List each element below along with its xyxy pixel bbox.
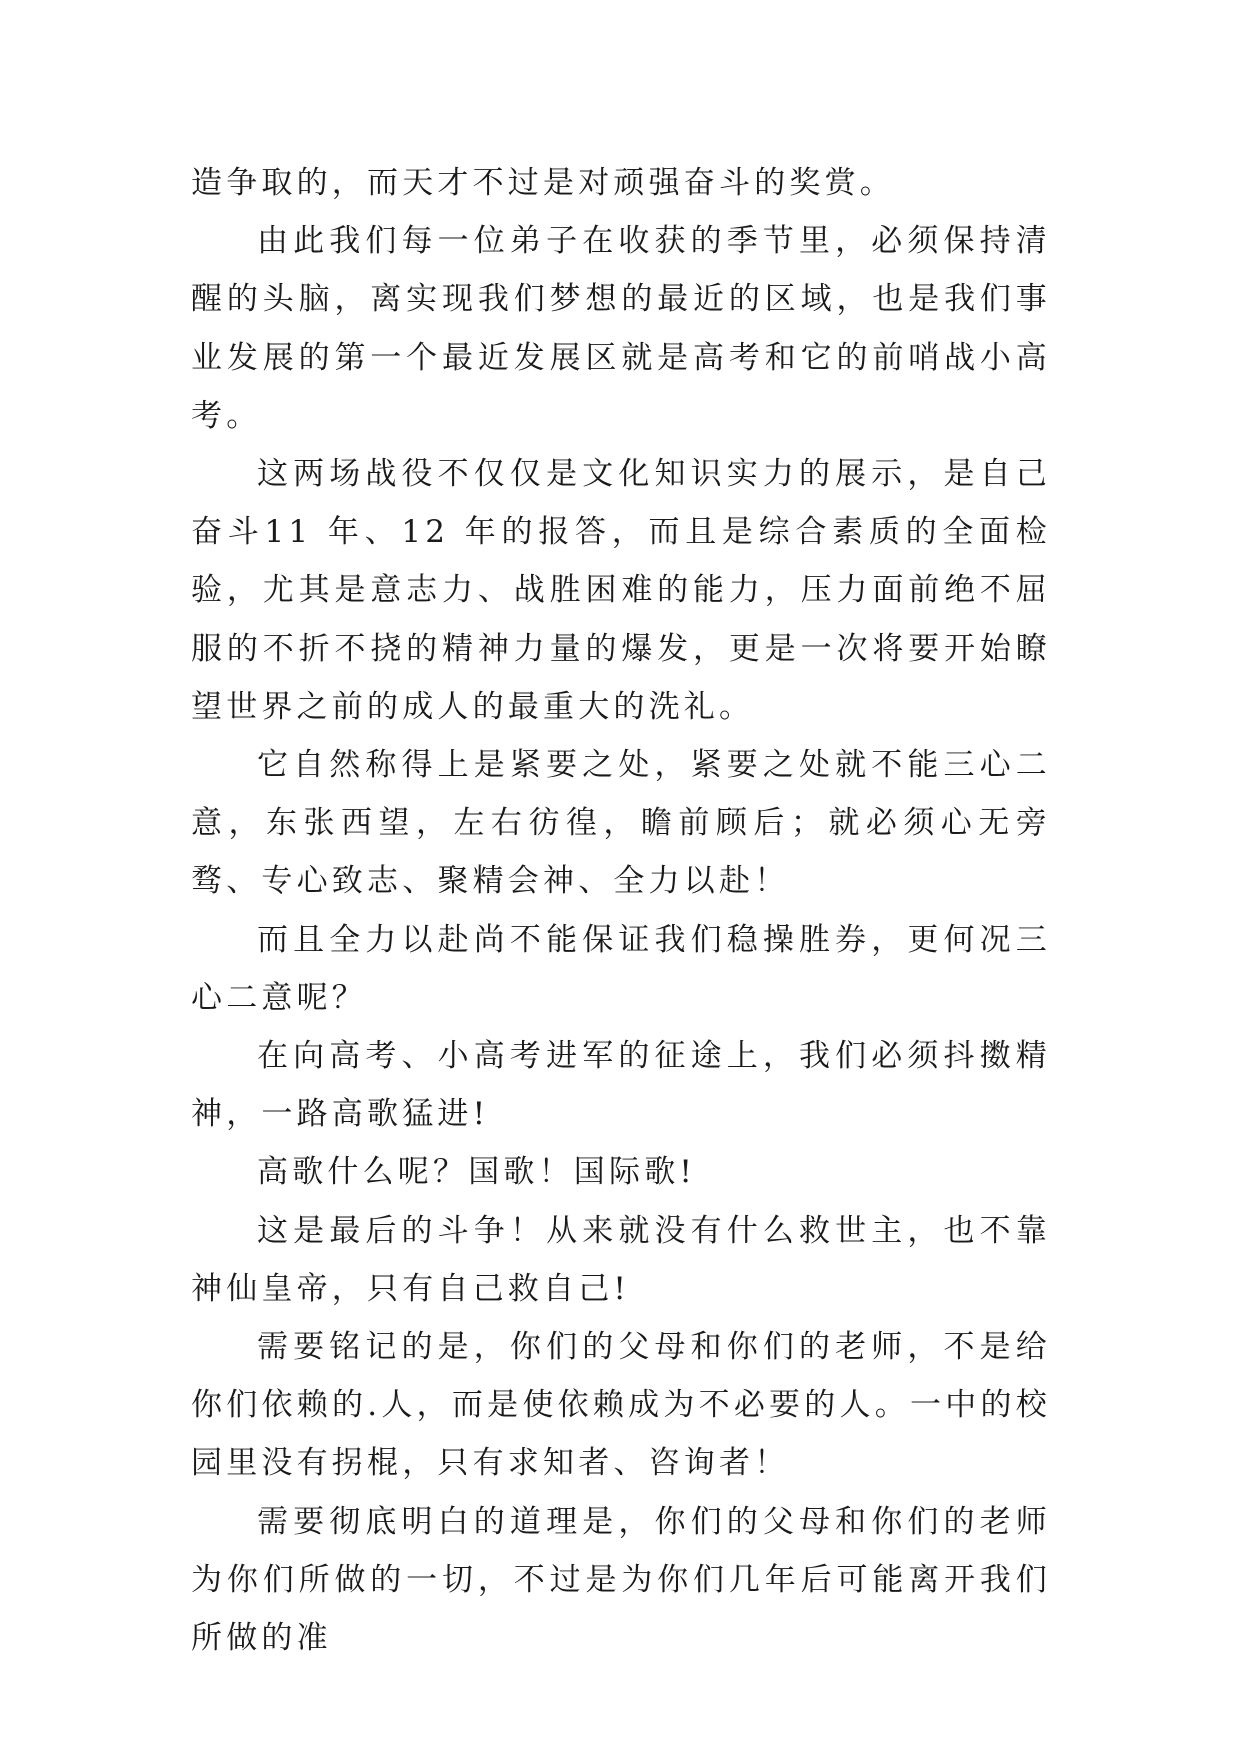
document-body <box>191 154 1051 1667</box>
paragraph-2: 由此我们每一位弟子在收获的季节里，必须保持清醒的头脑，离实现我们梦想的最近的区域，也是我们事业发展的第一个最近发展区就是高考和它的前哨战小高考。 <box>191 223 1051 434</box>
paragraph-7: 高歌什么呢？国歌！国际歌! <box>257 1154 697 1191</box>
paragraph-3: 这两场战役不仅仅是文化知识实力的展示，是自己奋斗11 年、12 年的报答，而且是综合素质的全面检验，尤其是意志力、战胜困难的能力，压力面前绝不屈服的不折不挠的精神力量的爆发，更是一次将要开始瞭望世界之前的成人的最重大的洗礼。 <box>191 456 1051 725</box>
paragraph-9: 需要铭记的是，你们的父母和你们的老师，不是给你们依赖的.人，而是使依赖成为不必要的人。一中的校园里没有拐棍，只有求知者、咨询者！ <box>191 1329 1051 1482</box>
paragraph-8: 这是最后的斗争！从来就没有什么救世主，也不靠神仙皇帝，只有自己救自己! <box>191 1212 1051 1307</box>
paragraph-10: 需要彻底明白的道理是，你们的父母和你们的老师为你们所做的一切，不过是为你们几年后可能离开我们所做的准 <box>191 1503 1051 1657</box>
paragraph-6: 在向高考、小高考进军的征途上，我们必须抖擞精神，一路高歌猛进! <box>191 1038 1051 1133</box>
paragraph-5: 而且全力以赴尚不能保证我们稳操胜券，更何况三心二意呢？ <box>191 921 1051 1016</box>
paragraph-1: 造争取的，而天才不过是对顽强奋斗的奖赏。 <box>191 165 895 201</box>
paragraph-4: 它自然称得上是紧要之处，紧要之处就不能三心二意，东张西望，左右彷徨，瞻前顾后；就必须心无旁骛、专心致志、聚精会神、全力以赴！ <box>191 747 1051 900</box>
